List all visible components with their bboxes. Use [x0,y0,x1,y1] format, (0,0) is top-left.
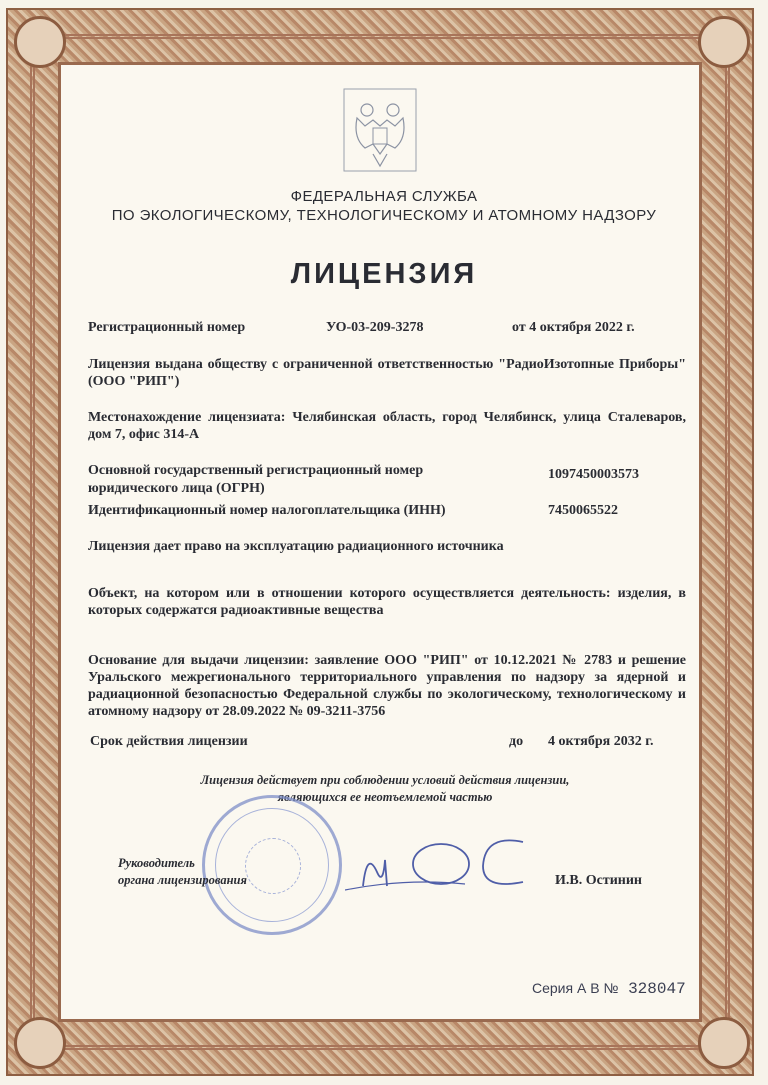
object-text: Объект, на котором или в отношении которого осуществляется деятельность: изделия, в которых содержатся радиоактивные вещества [88,586,686,618]
serial-label: Серия А В № [532,980,619,996]
agency-name-line1: ФЕДЕРАЛЬНАЯ СЛУЖБА [290,188,478,205]
license-right-text: Лицензия дает право на эксплуатацию радиационного источника [88,539,504,554]
registration-date: от 4 октября 2022 г. [512,320,635,335]
signatory-role-line2: органа лицензирования [118,873,247,887]
corner-ornament [698,1017,750,1069]
validity-prefix: до [509,734,524,749]
registration-number: УО-03-209-3278 [326,320,424,335]
licensee-text: Лицензия выдана обществу с ограниченной ответственностью "РадиоИзотопные Приборы" (ООО "РИП") [88,357,686,389]
serial-number [532,980,686,998]
basis-text: Основание для выдачи лицензии: заявление ООО "РИП" от 10.12.2021 № 2783 и решение Уральского межрегионального территориального управления по надзору за ядерной и радиационной безопасностью Федеральной службы по экологическому, технологическому и атомному надзору от 28.09.2022 № 09-3211-3756 [88,653,686,719]
ogrn-value: 1097450003573 [548,467,639,482]
inn-value: 7450065522 [548,503,618,518]
conditions-line1: Лицензия действует при соблюдении условий действия лицензии, [200,773,570,787]
handwritten-signature [345,820,565,900]
validity-date: 4 октября 2032 г. [548,734,654,749]
registration-label: Регистрационный номер [88,320,246,335]
signatory-role-line1: Руководитель [118,856,195,870]
official-seal-stamp [202,795,342,935]
corner-ornament [14,1017,66,1069]
conditions-line2: являющихся ее неотъемлемой частью [277,790,493,804]
ogrn-label-line1: Основной государственный регистрационный номер [88,463,424,478]
agency-name-line2: ПО ЭКОЛОГИЧЕСКОМУ, ТЕХНОЛОГИЧЕСКОМУ И АТОМНОМУ НАДЗОРУ [111,207,657,224]
signatory-name: И.В. Остинин [555,873,642,888]
validity-label: Срок действия лицензии [90,734,248,749]
corner-ornament [698,16,750,68]
licensee-location: Местонахождение лицензиата: Челябинская область, город Челябинск, улица Сталеваров, дом 7, офис 314-А [88,410,686,442]
ogrn-label-line2: юридического лица (ОГРН) [88,481,265,496]
corner-ornament [14,16,66,68]
serial-value: 328047 [628,980,686,998]
document-title: ЛИЦЕНЗИЯ [290,258,478,290]
coat-of-arms-emblem [343,88,417,172]
inn-label: Идентификационный номер налогоплательщика (ИНН) [88,503,446,518]
